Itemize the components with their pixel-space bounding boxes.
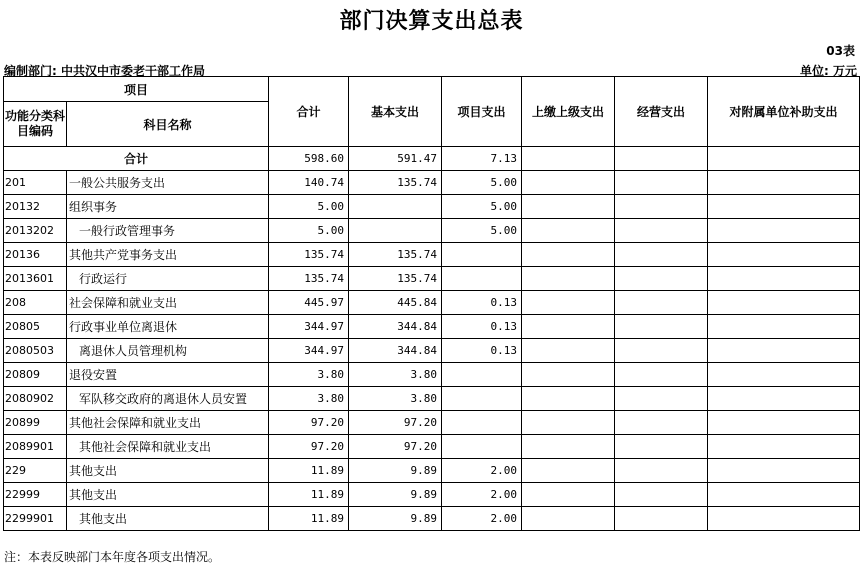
row-name: 军队移交政府的离退休人员安置	[67, 387, 269, 411]
row-basic: 135.74	[349, 171, 442, 195]
row-basic: 9.89	[349, 507, 442, 531]
table-number: 03表	[826, 44, 855, 58]
row-operation	[615, 459, 708, 483]
row-operation	[615, 435, 708, 459]
row-total: 11.89	[269, 483, 349, 507]
row-code: 20899	[4, 411, 67, 435]
row-project: 2.00	[442, 483, 522, 507]
row-upper	[522, 387, 615, 411]
row-project	[442, 267, 522, 291]
row-upper	[522, 483, 615, 507]
row-subsidy	[708, 507, 860, 531]
row-operation	[615, 411, 708, 435]
row-code: 2299901	[4, 507, 67, 531]
row-basic	[349, 195, 442, 219]
row-project	[442, 363, 522, 387]
total-upper	[522, 147, 615, 171]
row-basic: 135.74	[349, 267, 442, 291]
row-subsidy	[708, 171, 860, 195]
header-upper: 上缴上级支出	[522, 77, 615, 147]
row-subsidy	[708, 363, 860, 387]
row-code: 2089901	[4, 435, 67, 459]
compiling-department: 编制部门: 中共汉中市委老干部工作局	[4, 64, 205, 78]
table-row	[4, 267, 860, 291]
row-subsidy	[708, 195, 860, 219]
row-subsidy	[708, 387, 860, 411]
row-project: 0.13	[442, 291, 522, 315]
row-operation	[615, 387, 708, 411]
row-upper	[522, 267, 615, 291]
header-total: 合计	[269, 77, 349, 147]
row-operation	[615, 219, 708, 243]
row-operation	[615, 195, 708, 219]
row-total: 445.97	[269, 291, 349, 315]
row-name: 其他支出	[67, 459, 269, 483]
row-subsidy	[708, 483, 860, 507]
row-subsidy	[708, 315, 860, 339]
row-name: 退役安置	[67, 363, 269, 387]
row-total: 97.20	[269, 435, 349, 459]
row-upper	[522, 243, 615, 267]
row-project: 5.00	[442, 219, 522, 243]
row-code: 229	[4, 459, 67, 483]
row-operation	[615, 339, 708, 363]
row-code: 2013202	[4, 219, 67, 243]
row-basic: 9.89	[349, 459, 442, 483]
row-upper	[522, 411, 615, 435]
total-label: 合计	[4, 147, 269, 171]
table-row	[4, 339, 860, 363]
row-subsidy	[708, 459, 860, 483]
row-upper	[522, 363, 615, 387]
total-row	[4, 147, 860, 171]
row-total: 3.80	[269, 363, 349, 387]
row-code: 22999	[4, 483, 67, 507]
row-basic: 344.84	[349, 315, 442, 339]
row-subsidy	[708, 435, 860, 459]
row-upper	[522, 339, 615, 363]
row-code: 2013601	[4, 267, 67, 291]
row-project: 5.00	[442, 171, 522, 195]
table-row	[4, 459, 860, 483]
row-operation	[615, 291, 708, 315]
header-item: 项目	[4, 77, 269, 102]
table-row	[4, 387, 860, 411]
row-upper	[522, 291, 615, 315]
footnote: 注：本表反映部门本年度各项支出情况。	[4, 550, 221, 564]
row-code: 20805	[4, 315, 67, 339]
row-subsidy	[708, 267, 860, 291]
row-project	[442, 387, 522, 411]
row-upper	[522, 219, 615, 243]
header-row	[4, 77, 860, 102]
row-operation	[615, 315, 708, 339]
row-subsidy	[708, 291, 860, 315]
row-upper	[522, 507, 615, 531]
table-row	[4, 507, 860, 531]
expenditure-table	[3, 76, 860, 531]
row-name: 离退休人员管理机构	[67, 339, 269, 363]
header-subsidy: 对附属单位补助支出	[708, 77, 860, 147]
table-row	[4, 171, 860, 195]
table-row	[4, 315, 860, 339]
row-basic: 344.84	[349, 339, 442, 363]
row-operation	[615, 483, 708, 507]
row-code: 208	[4, 291, 67, 315]
row-project	[442, 243, 522, 267]
row-total: 5.00	[269, 219, 349, 243]
row-basic: 3.80	[349, 363, 442, 387]
row-basic	[349, 219, 442, 243]
header-code: 功能分类科目编码	[4, 102, 67, 147]
row-total: 140.74	[269, 171, 349, 195]
row-upper	[522, 435, 615, 459]
row-name: 一般公共服务支出	[67, 171, 269, 195]
row-basic: 9.89	[349, 483, 442, 507]
row-code: 201	[4, 171, 67, 195]
row-name: 行政运行	[67, 267, 269, 291]
row-name: 组织事务	[67, 195, 269, 219]
row-total: 5.00	[269, 195, 349, 219]
row-code: 20809	[4, 363, 67, 387]
row-name: 其他共产党事务支出	[67, 243, 269, 267]
table-row	[4, 219, 860, 243]
header-project: 项目支出	[442, 77, 522, 147]
row-name: 其他社会保障和就业支出	[67, 411, 269, 435]
total-basic: 591.47	[349, 147, 442, 171]
header-basic: 基本支出	[349, 77, 442, 147]
row-total: 3.80	[269, 387, 349, 411]
table-row	[4, 483, 860, 507]
row-operation	[615, 363, 708, 387]
total-project: 7.13	[442, 147, 522, 171]
row-project: 0.13	[442, 315, 522, 339]
row-name: 其他支出	[67, 507, 269, 531]
row-upper	[522, 459, 615, 483]
row-basic: 135.74	[349, 243, 442, 267]
row-subsidy	[708, 339, 860, 363]
total-operation	[615, 147, 708, 171]
total-subsidy	[708, 147, 860, 171]
row-upper	[522, 315, 615, 339]
row-upper	[522, 171, 615, 195]
table-row	[4, 291, 860, 315]
header-operation: 经营支出	[615, 77, 708, 147]
row-name: 其他支出	[67, 483, 269, 507]
table-row	[4, 363, 860, 387]
row-project: 2.00	[442, 507, 522, 531]
row-upper	[522, 195, 615, 219]
row-name: 其他社会保障和就业支出	[67, 435, 269, 459]
table-row	[4, 411, 860, 435]
row-basic: 445.84	[349, 291, 442, 315]
unit-label: 单位: 万元	[800, 64, 857, 78]
row-operation	[615, 243, 708, 267]
row-name: 行政事业单位离退休	[67, 315, 269, 339]
page-title: 部门决算支出总表	[339, 8, 524, 34]
table-row	[4, 195, 860, 219]
total-value: 598.60	[269, 147, 349, 171]
row-project: 5.00	[442, 195, 522, 219]
row-total: 11.89	[269, 459, 349, 483]
table-row	[4, 435, 860, 459]
row-total: 344.97	[269, 339, 349, 363]
row-total: 344.97	[269, 315, 349, 339]
row-project	[442, 435, 522, 459]
row-total: 135.74	[269, 267, 349, 291]
row-subsidy	[708, 243, 860, 267]
row-name: 社会保障和就业支出	[67, 291, 269, 315]
row-subsidy	[708, 411, 860, 435]
row-basic: 3.80	[349, 387, 442, 411]
table-row	[4, 243, 860, 267]
row-code: 20132	[4, 195, 67, 219]
row-project	[442, 411, 522, 435]
row-name: 一般行政管理事务	[67, 219, 269, 243]
row-basic: 97.20	[349, 435, 442, 459]
row-project: 0.13	[442, 339, 522, 363]
row-total: 135.74	[269, 243, 349, 267]
header-name: 科目名称	[67, 102, 269, 147]
row-code: 2080503	[4, 339, 67, 363]
row-project: 2.00	[442, 459, 522, 483]
row-basic: 97.20	[349, 411, 442, 435]
row-subsidy	[708, 219, 860, 243]
row-total: 97.20	[269, 411, 349, 435]
row-code: 20136	[4, 243, 67, 267]
row-operation	[615, 171, 708, 195]
row-code: 2080902	[4, 387, 67, 411]
row-operation	[615, 267, 708, 291]
row-operation	[615, 507, 708, 531]
row-total: 11.89	[269, 507, 349, 531]
